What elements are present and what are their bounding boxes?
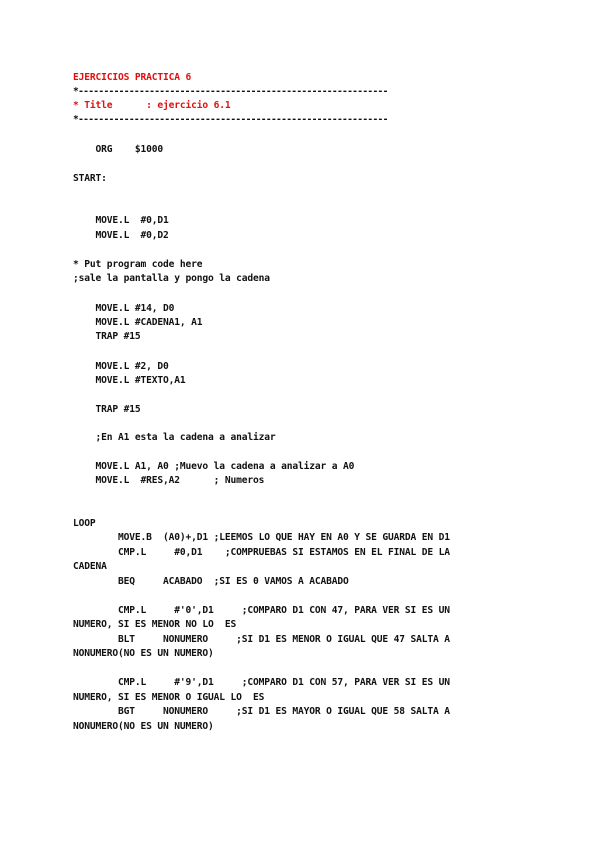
code-line-move-res: MOVE.L #RES,A2 ; Numeros bbox=[73, 475, 265, 486]
doc-title: EJERCICIOS PRACTICA 6 bbox=[73, 72, 192, 83]
code-line-move-texto: MOVE.L #TEXTO,A1 bbox=[73, 375, 186, 386]
code-line-bgt-cont: NONUMERO(NO ES UN NUMERO) bbox=[73, 721, 214, 732]
code-line-move-a1-a0: MOVE.L A1, A0 ;Muevo la cadena a analizar a A0 bbox=[73, 461, 355, 472]
code-line-bgt: BGT NONUMERO ;SI D1 ES MAYOR O IGUAL QUE 58 SALTA A bbox=[73, 706, 450, 717]
code-line-loop-cmp-cont: CADENA bbox=[73, 561, 107, 572]
code-comment-a1: ;En A1 esta la cadena a analizar bbox=[73, 432, 276, 443]
code-line-trap-1: TRAP #15 bbox=[73, 331, 141, 342]
code-line-blt: BLT NONUMERO ;SI D1 ES MENOR O IGUAL QUE 47 SALTA A bbox=[73, 634, 450, 645]
code-line-cmp0: CMP.L #'0',D1 ;COMPARO D1 CON 47, PARA VER SI ES UN bbox=[73, 605, 450, 616]
code-line-move-d2: MOVE.L #0,D2 bbox=[73, 230, 169, 241]
code-line-cmp9: CMP.L #'9',D1 ;COMPARO D1 CON 57, PARA VER SI ES UN bbox=[73, 677, 450, 688]
code-line-loop-move: MOVE.B (A0)+,D1 ;LEEMOS LO QUE HAY EN A0 Y SE GUARDA EN D1 bbox=[73, 532, 450, 543]
code-comment-put: * Put program code here bbox=[73, 259, 203, 270]
code-line-move-cadena: MOVE.L #CADENA1, A1 bbox=[73, 317, 203, 328]
header-title-line: * Title : ejercicio 6.1 bbox=[73, 100, 231, 111]
code-line-move-2: MOVE.L #2, D0 bbox=[73, 361, 169, 372]
code-line-org: ORG $1000 bbox=[73, 144, 164, 155]
code-comment-sale: ;sale la pantalla y pongo la cadena bbox=[73, 273, 270, 284]
code-line-move-14: MOVE.L #14, D0 bbox=[73, 303, 175, 314]
code-line-start: START: bbox=[73, 173, 107, 184]
code-label-loop: LOOP bbox=[73, 518, 96, 529]
code-line-blt-cont: NONUMERO(NO ES UN NUMERO) bbox=[73, 648, 214, 659]
header-rule-bottom: *------------------------------------------------------------- bbox=[73, 114, 388, 125]
code-line-trap-2: TRAP #15 bbox=[73, 404, 141, 415]
code-line-loop-beq: BEQ ACABADO ;SI ES 0 VAMOS A ACABADO bbox=[73, 576, 349, 587]
code-line-loop-cmp: CMP.L #0,D1 ;COMPRUEBAS SI ESTAMOS EN EL FINAL DE LA bbox=[73, 547, 450, 558]
code-line-cmp0-cont: NUMERO, SI ES MENOR NO LO ES bbox=[73, 619, 237, 630]
code-line-move-d1: MOVE.L #0,D1 bbox=[73, 215, 169, 226]
code-line-cmp9-cont: NUMERO, SI ES MENOR O IGUAL LO ES bbox=[73, 692, 265, 703]
header-rule-top: *------------------------------------------------------------- bbox=[73, 86, 388, 97]
